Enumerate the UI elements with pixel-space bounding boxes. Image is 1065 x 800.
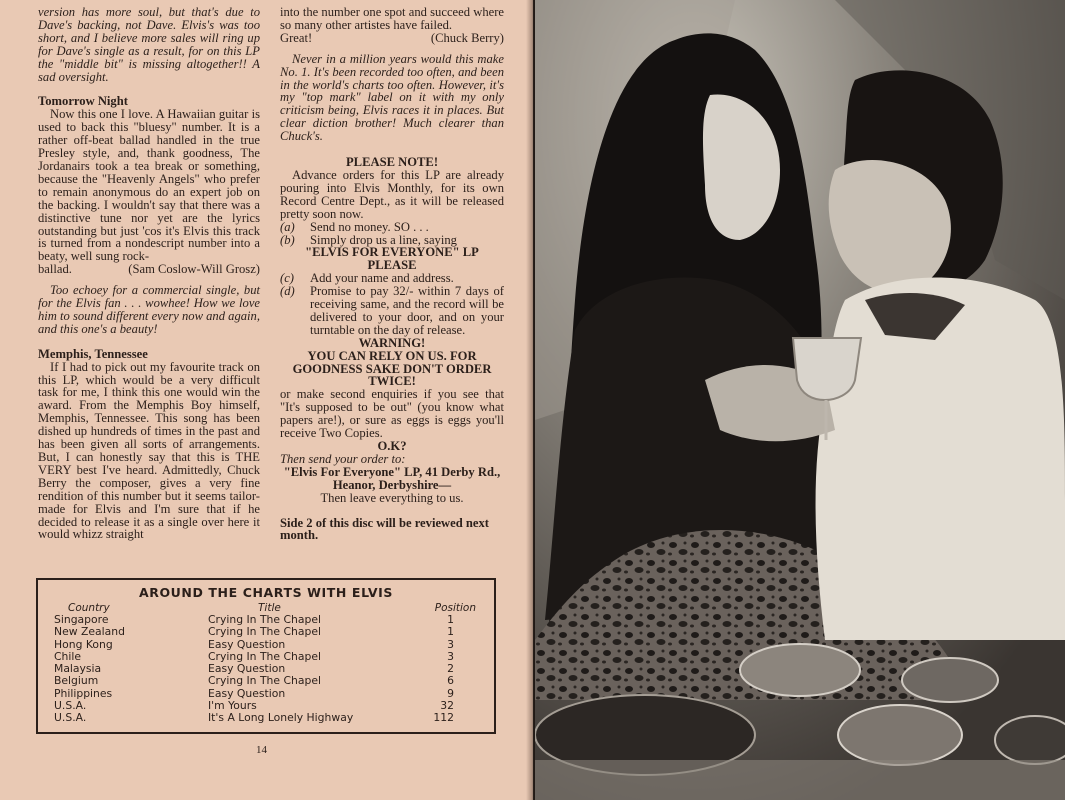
- great-row: [280, 32, 504, 45]
- great-text: Great!: [280, 30, 313, 45]
- review-credit-row: [38, 263, 260, 276]
- row-country: Chile: [54, 649, 82, 663]
- row-title: It's A Long Lonely Highway: [208, 711, 354, 725]
- step-d: [280, 285, 504, 337]
- composer-credit: (Chuck Berry): [430, 30, 504, 45]
- comment-tomorrow-night: Too echoey for a commercial single, but for the Elvis fan . . . wowhee! How we love him to sound different every now and again, and this one's a beauty!: [38, 283, 260, 336]
- row-position: 3: [447, 649, 454, 663]
- step-a: [280, 221, 504, 234]
- step-label: (a): [280, 219, 295, 234]
- step-text: Send no money. SO . . .: [310, 219, 429, 234]
- row-position: 3: [447, 637, 454, 651]
- step-label: (c): [280, 271, 294, 286]
- row-title: Easy Question: [208, 637, 286, 651]
- table-row: [38, 675, 494, 687]
- step-text: Promise to pay 32/- within 7 days of receiving same, and the record will be delivered to your door, and on your turntable on the day of release.: [310, 284, 504, 337]
- row-title: Easy Question: [208, 662, 286, 676]
- row-country: Hong Kong: [54, 637, 113, 651]
- header-country: Country: [68, 602, 110, 614]
- intro-paragraph: version has more soul, but that's due to Dave's backing, not Dave. Elvis's was too short, and I believe more sales will ring up for Dave's single as a result, for on this LP the "middle bit" is missing altogether!! A sad oversight.: [38, 5, 260, 84]
- row-country: U.S.A.: [54, 711, 87, 725]
- request-line: "ELVIS FOR EVERYONE" LP: [305, 245, 479, 260]
- ground: [535, 760, 1065, 800]
- row-country: Singapore: [54, 613, 109, 626]
- row-country: Philippines: [54, 686, 113, 700]
- comment-memphis: Never in a million years would this make No. 1. It's been recorded too often, and been in the world's charts too often. However, it's my "top mark" label on it with my only criticism being, Elvis races it in places. But clear diction brother! Much clearer than Chuck's.: [280, 51, 504, 144]
- please-note-body: Advance orders for this LP are already pouring into Elvis Monthly, for its own Record Centre Dept., as it will be released pretty soon now.: [280, 167, 504, 221]
- row-position: 1: [447, 625, 454, 639]
- step-label: (d): [280, 284, 295, 299]
- songwriter-credit: (Sam Coslow-Will Grosz): [128, 262, 260, 277]
- rely-notice: YOU CAN RELY ON US. FOR GOODNESS SAKE DON'T ORDER TWICE!: [292, 348, 492, 389]
- row-position: 1: [447, 613, 454, 626]
- please-note-heading: PLEASE NOTE!: [345, 155, 439, 170]
- row-position: 6: [447, 674, 454, 688]
- review-memphis: If I had to pick out my favourite track on this LP, which would be a very difficult task for me, I think this one would win the award. From the Memphis Boy himself, Memphis, Tennessee. This song has been dished up hundreds of times in the past and has been given all sorts of arrangements. But, I can honestly say that this is THE VERY best I've heard. Admittedly, Chuck Berry the composer, gives a very fine rendition of this number but it seems tailor-made for Elvis and I'm sure that if he decided to release it as a single over here it would whizz straight: [38, 359, 260, 542]
- row-title: Crying In The Chapel: [208, 613, 321, 626]
- photo-page: [535, 0, 1065, 800]
- header-title: Title: [258, 602, 281, 614]
- table-row: [38, 712, 494, 724]
- row-position: 9: [447, 686, 454, 700]
- charts-box-title: AROUND THE CHARTS WITH ELVIS: [138, 585, 394, 600]
- row-title: Crying In The Chapel: [208, 625, 321, 639]
- bowl: [902, 658, 998, 702]
- row-title: I'm Yours: [208, 699, 257, 713]
- heading-tomorrow-night: Tomorrow Night: [38, 94, 128, 109]
- review-tomorrow-night: Now this one I love. A Hawaiian guitar is used to back this "bluesy" number. It is a rather off-beat ballad handled in the true Presley style, and, thank goodness, The Jordanairs took a tea break or something, because the "Heavenly Angels" who prefer to remain anonymous do an expert job on the backing. I wouldn't say that there was a distinctive tune nor yet are the lyrics outstanding but just 'cos it's Elvis this track is turned from a nondescript number into a beaty, well sung rock-: [38, 107, 260, 264]
- heading-memphis: Memphis, Tennessee: [38, 346, 148, 361]
- row-country: U.S.A.: [54, 699, 87, 713]
- row-country: Malaysia: [54, 662, 102, 676]
- memphis-continued: into the number one spot and succeed where so many other artistes have failed.: [280, 5, 504, 32]
- enquiries-text: or make second enquiries if you see that "It's supposed to be out" (you know what papers are!), or sure as eggs is eggs you'll receive Two Copies.: [280, 387, 504, 441]
- step-text: Simply drop us a line, saying: [310, 232, 457, 247]
- send-order-text: Then send your order to:: [280, 451, 406, 466]
- row-country: Belgium: [54, 674, 99, 688]
- step-text: Add your name and address.: [310, 271, 454, 286]
- review-last-word: ballad.: [38, 262, 72, 277]
- dish: [995, 716, 1065, 764]
- row-position: 32: [440, 699, 454, 713]
- side-two-note: Side 2 of this disc will be reviewed next month.: [280, 515, 489, 543]
- row-position: 112: [433, 711, 454, 725]
- order-address-line2: Heanor, Derbyshire—: [332, 477, 452, 492]
- warning-heading: WARNING!: [358, 335, 426, 350]
- bowl: [838, 705, 962, 765]
- row-title: Crying In The Chapel: [208, 674, 321, 688]
- black-and-white-photo: [535, 0, 1065, 800]
- ok-text: O.K?: [377, 439, 407, 453]
- charts-rows: [38, 614, 494, 725]
- row-title: Easy Question: [208, 686, 286, 700]
- row-title: Crying In The Chapel: [208, 649, 321, 663]
- bowl: [740, 644, 860, 696]
- request-please: PLEASE: [367, 258, 417, 273]
- table-row: [38, 688, 494, 700]
- row-position: 2: [447, 662, 454, 676]
- leave-text: Then leave everything to us.: [320, 490, 464, 505]
- table-row: [38, 626, 494, 638]
- step-label: (b): [280, 232, 295, 247]
- header-position: Position: [434, 602, 476, 614]
- page-number: 14: [256, 744, 267, 756]
- left-column: [38, 6, 260, 541]
- right-column: [280, 6, 504, 542]
- row-country: New Zealand: [54, 625, 125, 639]
- order-address-line1: "Elvis For Everyone" LP, 41 Derby Rd.,: [283, 464, 501, 479]
- charts-box: [36, 578, 496, 734]
